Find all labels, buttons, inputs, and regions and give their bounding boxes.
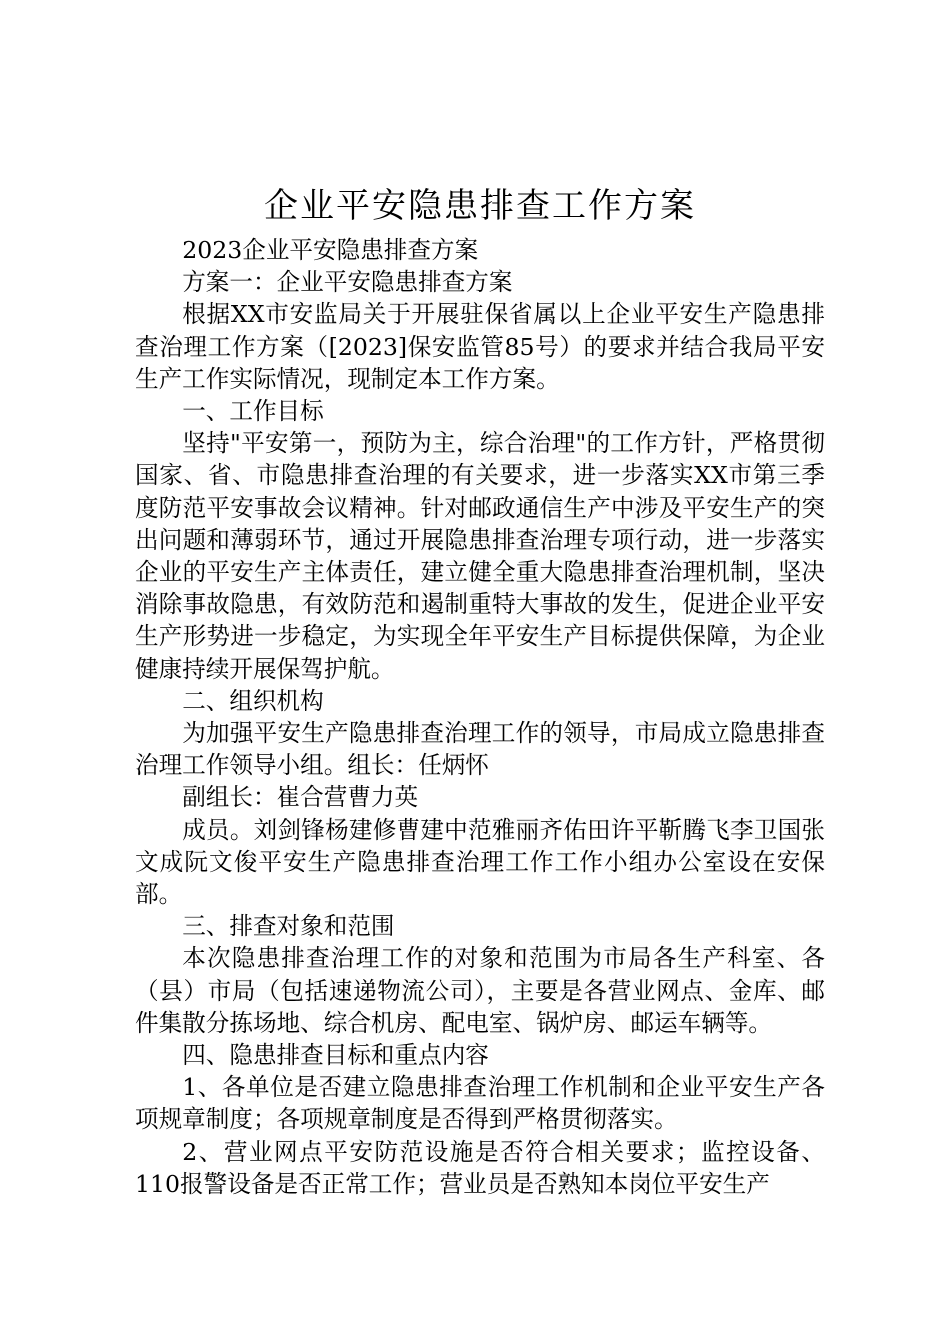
paragraph-work-goal: 坚持"平安第一，预防为主，综合治理"的工作方针，严格贯彻国家、省、市隐患排查治理的有关要求，进一步落实XX市第三季度防范平安事故会议精神。针对邮政通信生产中涉及平安生产的突出问题和薄弱环节，通过开展隐患排查治理专项行动，进一步落实企业的平安生产主体责任，建立健全重大隐患排查治理机制，坚决消除事故隐患，有效防范和遏制重特大事故的发生，促进企业平安生产形势进一步稳定，为实现全年平安生产目标提供保障，为企业健康持续开展保驾护航。 [135,429,825,683]
document-body [135,234,825,1200]
heading-scope: 三、排查对象和范围 [182,912,395,941]
paragraph-subtitle: 2023企业平安隐患排查方案 [182,236,479,264]
paragraph-plan-one: 方案一：企业平安隐患排查方案 [182,268,513,297]
heading-organization: 二、组织机构 [182,686,324,715]
paragraph-members: 成员。刘剑锋杨建修曹建中范雅丽齐佑田许平靳腾飞李卫国张文成阮文俊平安生产隐患排查治理工作工作小组办公室设在安保部。 [135,815,825,909]
paragraph-item-1: 1、各单位是否建立隐患排查治理工作机制和企业平安生产各项规章制度；各项规章制度是否得到严格贯彻落实。 [135,1073,825,1134]
paragraph-intro: 根据XX市安监局关于开展驻保省属以上企业平安生产隐患排查治理工作方案（[2023]保安监管85号）的要求并结合我局平安生产工作实际情况，现制定本工作方案。 [135,300,825,393]
paragraph-item-2: 2、营业网点平安防范设施是否符合相关要求；监控设备、110报警设备是否正常工作；营业员是否熟知本岗位平安生产 [135,1137,825,1198]
heading-key-content: 四、隐患排查目标和重点内容 [182,1041,489,1070]
document-title: 企业平安隐患排查工作方案 [264,186,696,226]
paragraph-deputy-leaders: 副组长：崔合营曹力英 [182,783,419,812]
paragraph-organization: 为加强平安生产隐患排查治理工作的领导，市局成立隐患排查治理工作领导小组。组长：任炳怀 [135,719,825,780]
heading-work-goal: 一、工作目标 [182,397,324,426]
paragraph-scope: 本次隐患排查治理工作的对象和范围为市局各生产科室、各（县）市局（包括速递物流公司），主要是各营业网点、金库、邮件集散分拣场地、综合机房、配电室、锅炉房、邮运车辆等。 [135,944,825,1037]
